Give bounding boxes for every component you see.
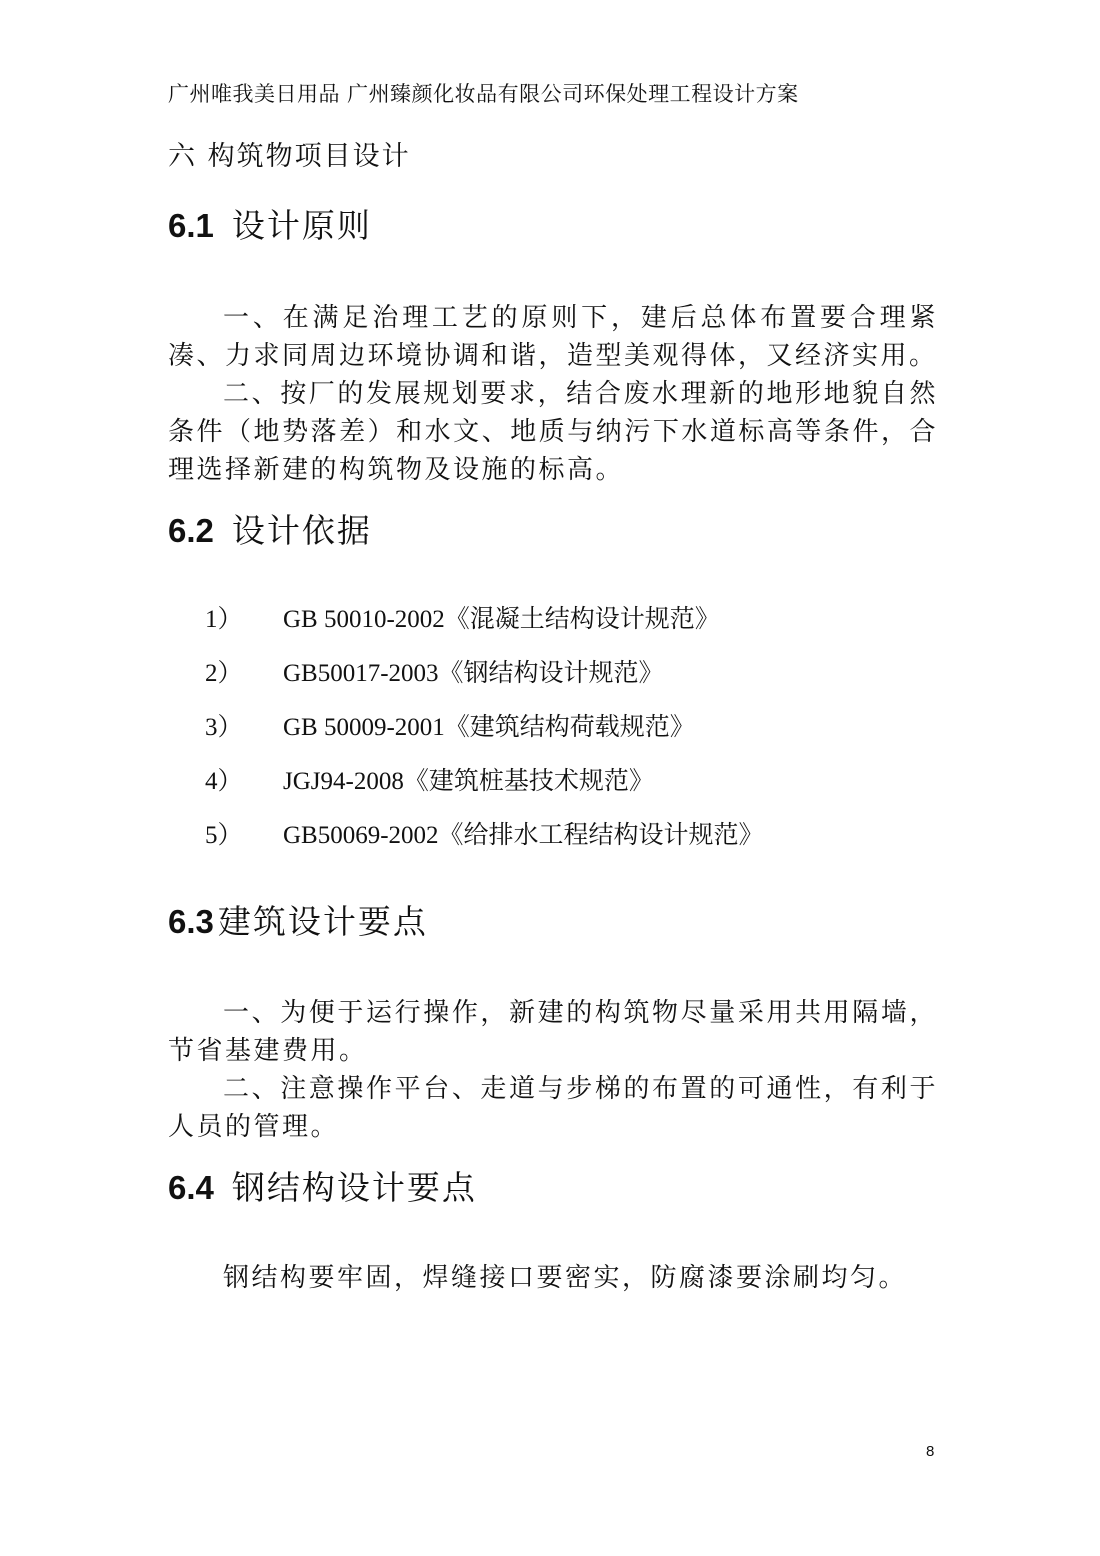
- section-heading-6-3: [168, 896, 428, 943]
- chapter-title: 六 构筑物项目设计: [168, 141, 411, 172]
- section-6-3-body: [168, 994, 938, 1146]
- list-item: [205, 600, 764, 654]
- section-number: 6.3: [168, 903, 214, 940]
- section-heading-6-4: [168, 1162, 477, 1209]
- list-item: [205, 654, 764, 708]
- list-item-number: 2）: [205, 660, 243, 687]
- section-number: 6.4: [168, 1169, 214, 1206]
- list-item-number: 1）: [205, 606, 243, 633]
- paragraph: 二、按厂的发展规划要求，结合废水理新的地形地貌自然条件（地势落差）和水文、地质与纳污下水道标高等条件，合理选择新建的构筑物及设施的标高。: [168, 379, 938, 485]
- list-item-number: 5）: [205, 822, 243, 849]
- list-item-number: 4）: [205, 768, 243, 795]
- section-heading-6-2: [168, 505, 372, 552]
- list-item: [205, 762, 764, 816]
- running-header: 广州唯我美日用品 广州臻颜化妆品有限公司环保处理工程设计方案: [168, 82, 799, 106]
- list-item-number: 3）: [205, 714, 243, 741]
- section-title: 设计原则: [231, 206, 372, 245]
- list-item-text: GB 50010-2002《混凝土结构设计规范》: [283, 606, 720, 633]
- section-heading-6-1: [168, 200, 372, 247]
- section-number: 6.2: [168, 512, 214, 549]
- section-6-1-body: [168, 299, 938, 489]
- paragraph: 钢结构要牢固，焊缝接口要密实，防腐漆要涂刷均匀。: [223, 1263, 908, 1293]
- list-item: [205, 816, 764, 870]
- section-number: 6.1: [168, 207, 214, 244]
- paragraph: 一、在满足治理工艺的原则下，建后总体布置要合理紧凑、力求同周边环境协调和谐，造型美观得体，又经济实用。: [168, 303, 938, 371]
- list-item-text: GB 50009-2001《建筑结构荷载规范》: [283, 714, 695, 741]
- section-title: 设计依据: [231, 511, 372, 550]
- list-item: [205, 708, 764, 762]
- list-item-text: GB50017-2003《钢结构设计规范》: [283, 660, 664, 687]
- paragraph: 一、为便于运行操作，新建的构筑物尽量采用共用隔墙，节省基建费用。: [168, 998, 938, 1066]
- list-item-text: JGJ94-2008《建筑桩基技术规范》: [283, 768, 654, 795]
- section-6-4-body: [168, 1259, 938, 1297]
- section-title: 建筑设计要点: [217, 902, 428, 941]
- paragraph: 二、注意操作平台、走道与步梯的布置的可通性，有利于人员的管理。: [168, 1074, 938, 1142]
- page-number: 8: [926, 1443, 935, 1460]
- standards-list: [205, 600, 764, 870]
- section-title: 钢结构设计要点: [231, 1168, 477, 1207]
- list-item-text: GB50069-2002《给排水工程结构设计规范》: [283, 822, 764, 849]
